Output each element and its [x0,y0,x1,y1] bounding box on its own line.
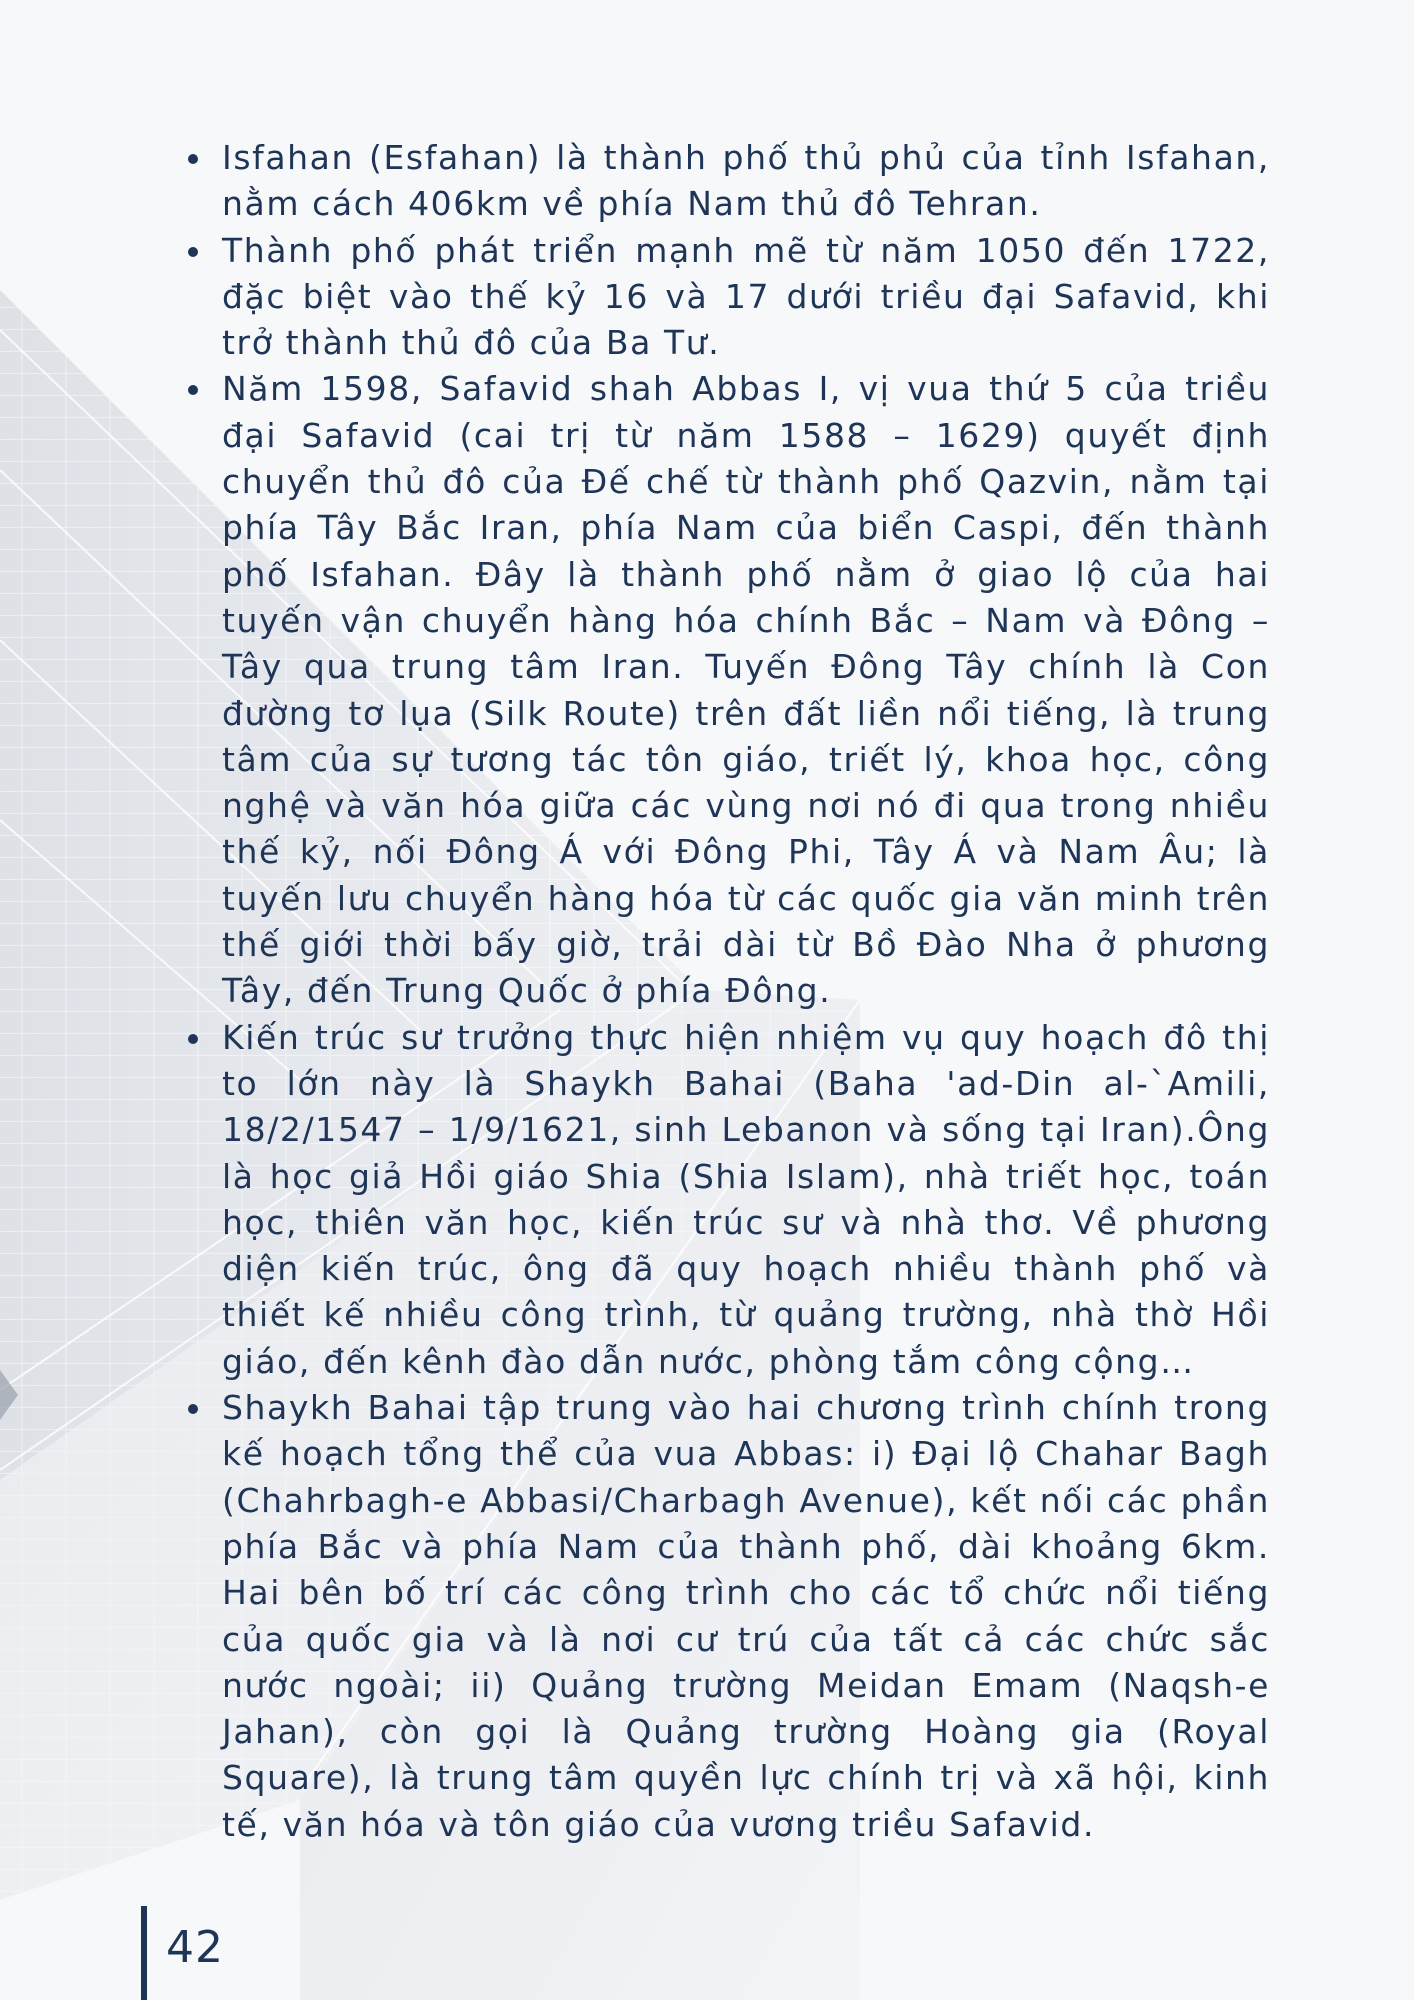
page-number-bar [141,1906,147,2000]
list-item [182,1015,1270,1385]
list-item [182,135,1270,228]
list-item [182,366,1270,1014]
list-item [182,228,1270,367]
list-item-text: Kiến trúc sư trưởng thực hiện nhiệm vụ quy hoạch đô thị to lớn này là Shaykh Bahai (Baha 'ad-Din al-`Amili, 18/2/1547 – 1/9/1621, sinh Lebanon và sống tại Iran).Ông là học giả Hồi giáo Shia (Shia Islam), nhà triết học, toán học, thiên văn học, kiến trúc sư và nhà thơ. Về phương diện kiến trúc, ông đã quy hoạch nhiều thành phố và thiết kế nhiều công trình, từ quảng trường, nhà thờ Hồi giáo, đến kênh đào dẫn nước, phòng tắm công cộng… [222,1017,1270,1381]
bullet-list [182,135,1270,1848]
list-item [182,1385,1270,1848]
bullet-icon [188,1404,198,1414]
page-number: 42 [166,1922,224,1973]
bullet-icon [188,1034,198,1044]
list-item-text: Shaykh Bahai tập trung vào hai chương trình chính trong kế hoạch tổng thể của vua Abbas: i) Đại lộ Chahar Bagh (Chahrbagh-e Abbasi/Charbagh Avenue), kết nối các phần phía Bắc và phía Nam của thành phố, dài khoảng 6km. Hai bên bố trí các công trình cho các tổ chức nổi tiếng của quốc gia và là nơi cư trú của tất cả các chức sắc nước ngoài; ii) Quảng trường Meidan Emam (Naqsh-e Jahan), còn gọi là Quảng trường Hoàng gia (Royal Square), là trung tâm quyền lực chính trị và xã hội, kinh tế, văn hóa và tôn giáo của vương triều Safavid. [222,1388,1270,1844]
bullet-icon [188,154,198,164]
list-item-text: Isfahan (Esfahan) là thành phố thủ phủ của tỉnh Isfahan, nằm cách 406km về phía Nam thủ đô Tehran. [222,138,1270,224]
main-content [182,135,1270,1848]
bullet-icon [188,385,198,395]
list-item-text: Năm 1598, Safavid shah Abbas I, vị vua thứ 5 của triều đại Safavid (cai trị từ năm 1588 – 1629) quyết định chuyển thủ đô của Đế chế từ thành phố Qazvin, nằm tại phía Tây Bắc Iran, phía Nam của biển Caspi, đến thành phố Isfahan. Đây là thành phố nằm ở giao lộ của hai tuyến vận chuyển hàng hóa chính Bắc – Nam và Đông – Tây qua trung tâm Iran. Tuyến Đông Tây chính là Con đường tơ lụa (Silk Route) trên đất liền nổi tiếng, là trung tâm của sự tương tác tôn giáo, triết lý, khoa học, công nghệ và văn hóa giữa các vùng nơi nó đi qua trong nhiều thế kỷ, nối Đông Á với Đông Phi, Tây Á và Nam Âu; là tuyến lưu chuyển hàng hóa từ các quốc gia văn minh trên thế giới thời bấy giờ, trải dài từ Bồ Đào Nha ở phương Tây, đến Trung Quốc ở phía Đông. [222,369,1270,1011]
bullet-icon [188,247,198,257]
list-item-text: Thành phố phát triển mạnh mẽ từ năm 1050 đến 1722, đặc biệt vào thế kỷ 16 và 17 dưới triều đại Safavid, khi trở thành thủ đô của Ba Tư. [222,230,1270,363]
